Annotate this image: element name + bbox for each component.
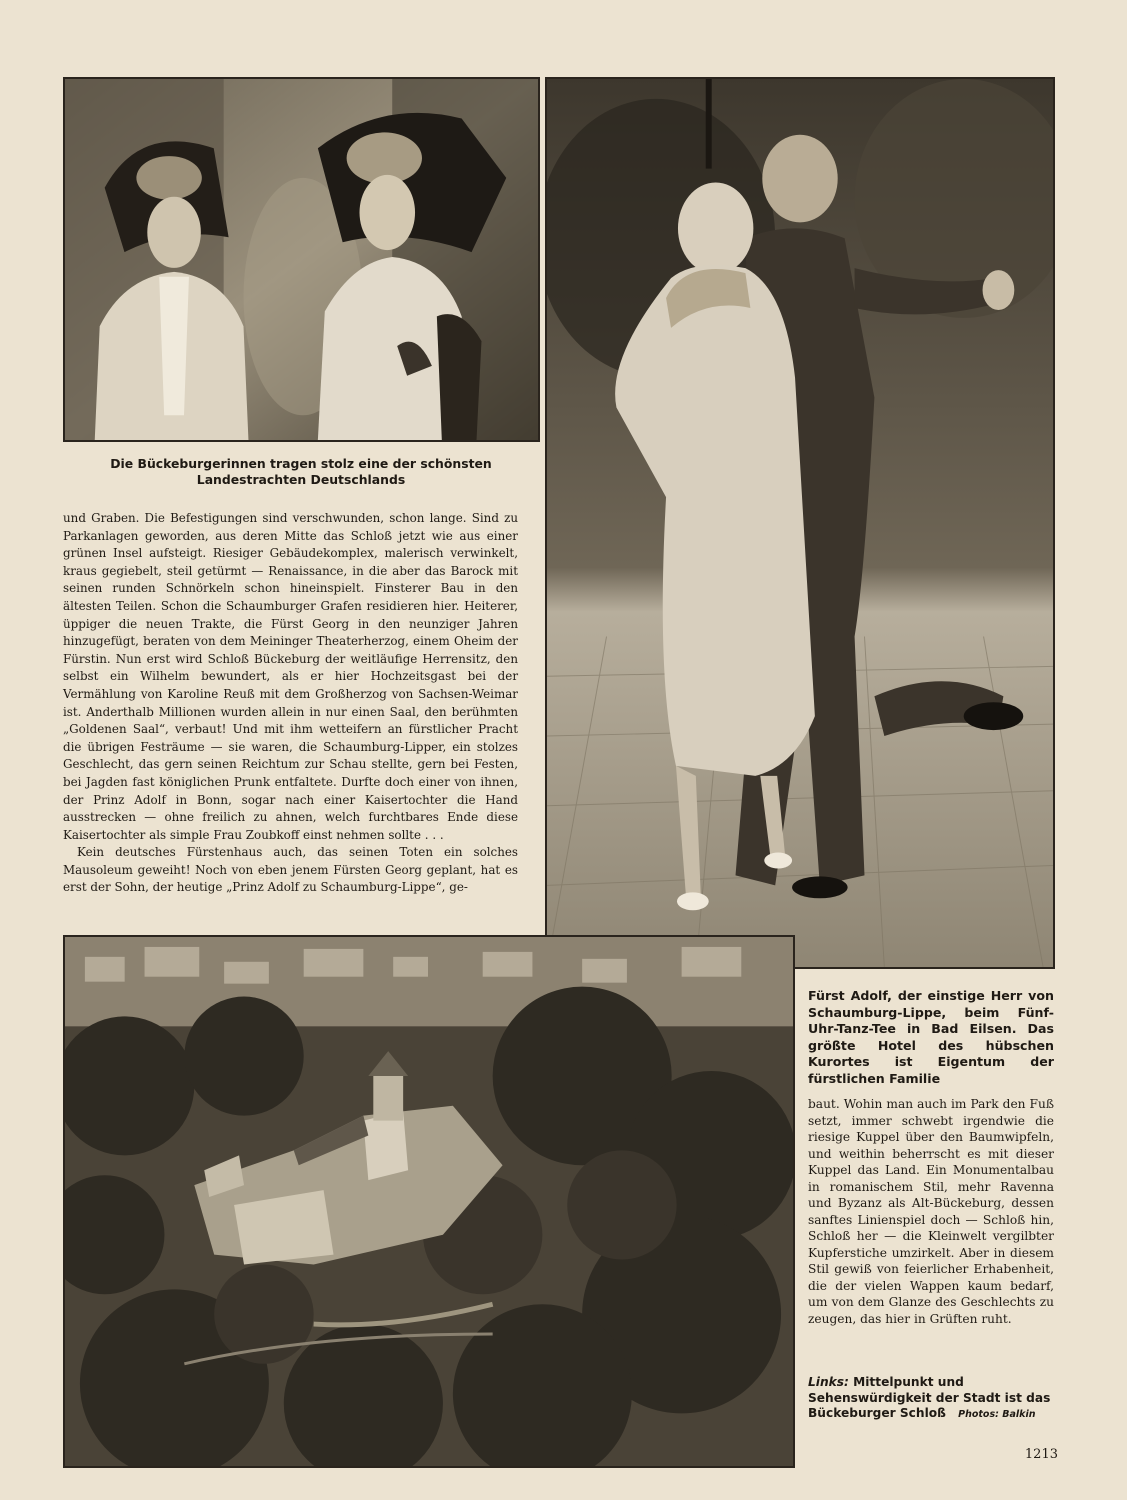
photo-costume-women — [63, 77, 540, 442]
photo-dancing-couple — [545, 77, 1055, 969]
dancing-couple-illustration — [547, 79, 1053, 967]
caption-castle-lead: Links: — [808, 1375, 849, 1389]
photo-aerial-castle — [63, 935, 795, 1468]
article-paragraph-1: und Graben. Die Befestigungen sind verschwunden, schon lange. Sind zu Parkanlagen geworden, aus deren Mitte das Schloß jetzt wie aus einer grünen Insel aufsteigt. Riesiger Gebäudekomplex, malerisch verwinkelt, kraus gegiebelt, steil getürmt — Renaissance, in die aber das Barock mit seinen runden Schnörkeln schon hineinspielt. Finsterer Bau in den ältesten Teilen. Schon die Schaumburger Grafen residieren hier. Heiterer, üppiger die neuen Trakte, die Fürst Georg in den neunziger Jahren hinzugefügt, beraten von dem Meininger Theaterherzog, einem Oheim der Fürstin. Nun erst wird Schloß Bückeburg der weitläufige Herrensitz, den selbst ein Wilhelm bewundert, als er hier Hochzeitsgast bei der Vermählung von Karoline Reuß mit dem Großherzog von Sachsen-Weimar ist. Anderthalb Millionen wurden allein in nur einen Saal, den berühmten „Goldenen Saal“, verbaut! Und mit ihm wetteifern an fürstlicher Pracht die übrigen Festräume — sie waren, die Schaumburg-Lipper, ein stolzes Geschlecht, das gern seinen Reichtum zur Schau stellte, gern bei Festen, bei Jagden fast königlichen Prunk entfaltete. Durfte doch einer von ihnen, der Prinz Adolf in Bonn, sogar nach einer Kaisertochter die Hand ausstrecken — ohne freilich zu ahnen, welch furchtbares Ende diese Kaisertochter als simple Frau Zoubkoff einst nehmen sollte . . . — [63, 511, 518, 842]
article-main-column — [63, 510, 518, 897]
article-paragraph-2: Kein deutsches Fürstenhaus auch, das seinen Toten ein solches Mausoleum geweiht! Noch von eben jenem Fürsten Georg geplant, hat es erst der Sohn, der heutige „Prinz Adolf zu Schaumburg-Lippe“, ge- — [63, 845, 518, 895]
photo-credit: Photos: Balkin — [958, 1409, 1036, 1420]
aerial-castle-illustration — [65, 937, 793, 1466]
page-number: 1213 — [1024, 1447, 1058, 1462]
article-side-column — [808, 1096, 1054, 1327]
caption-castle-text: Mittelpunkt und Sehenswürdigkeit der Stadt ist das Bückeburger Schloß — [808, 1375, 1051, 1420]
caption-costumes: Die Bückeburgerinnen tragen stolz eine der schönsten Landestrachten Deutschlands — [110, 456, 492, 487]
caption-castle — [808, 1375, 1054, 1423]
costume-women-illustration — [65, 79, 538, 440]
caption-dancing-couple: Fürst Adolf, der einstige Herr von Schaumburg-Lippe, beim Fünf-Uhr-Tanz-Tee in Bad Eilsen. Das größte Hotel des hübschen Kurortes ist Eigentum der fürstlichen Familie — [808, 988, 1054, 1086]
article-side-paragraph: baut. Wohin man auch im Park den Fuß setzt, immer schwebt irgendwie die riesige Kuppel über den Baumwipfeln, und weithin beherrscht es mit dieser Kuppel das Land. Ein Monumentalbau in romanischem Stil, mehr Ravenna und Byzanz als Alt-Bückeburg, dessen sanftes Linienspiel doch — Schloß hin, Schloß her — die Kleinwelt vergilbter Kupferstiche umzirkelt. Aber in diesem Stil gewiß von feierlicher Erhabenheit, die der vielen Wappen kaum bedarf, um von dem Glanze des Geschlechts zu zeugen, das hier in Grüften ruht. — [808, 1097, 1054, 1326]
